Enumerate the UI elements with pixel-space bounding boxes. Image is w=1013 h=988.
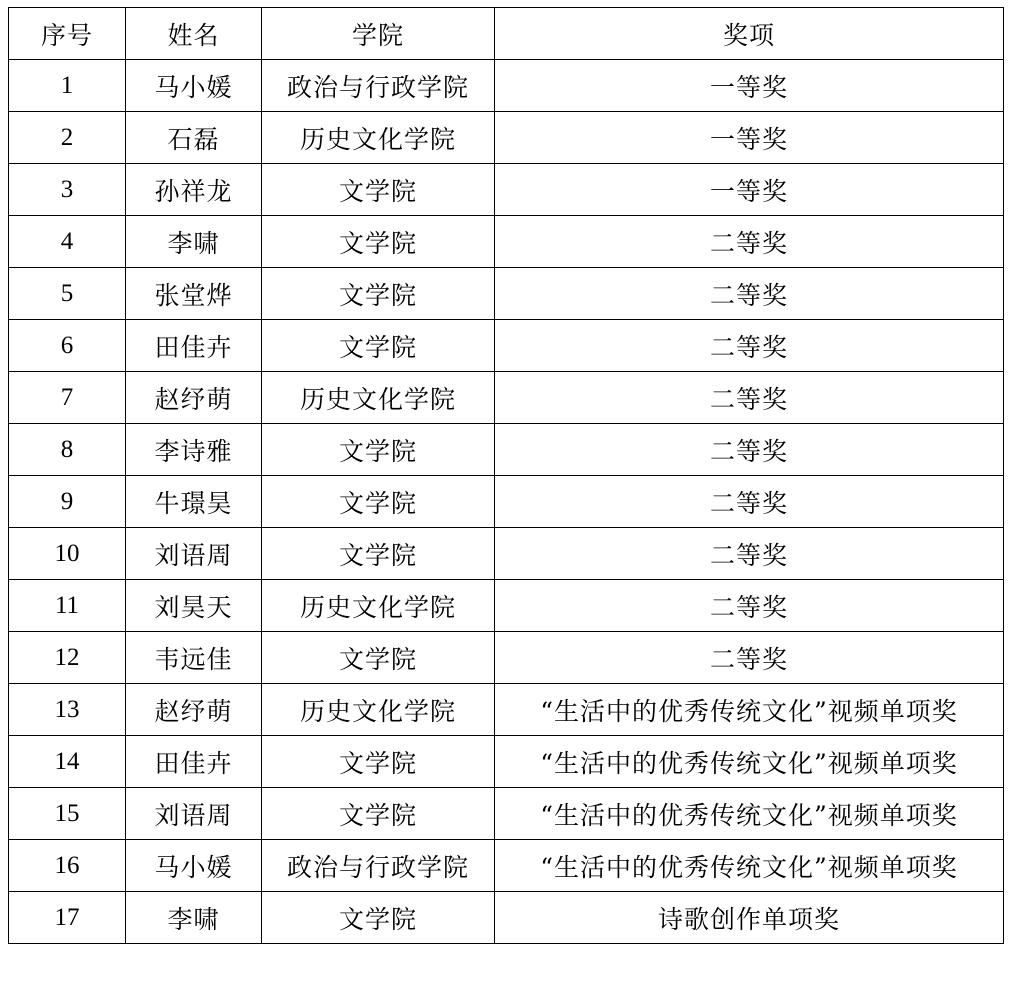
header-college: 学院 <box>262 8 495 60</box>
cell-name: 刘语周 <box>126 528 262 580</box>
cell-college: 历史文化学院 <box>262 112 495 164</box>
cell-college: 历史文化学院 <box>262 372 495 424</box>
cell-name: 李啸 <box>126 892 262 944</box>
cell-serial-number: 8 <box>9 424 126 476</box>
table-row <box>9 840 1004 892</box>
cell-name: 石磊 <box>126 112 262 164</box>
cell-name: 马小媛 <box>126 60 262 112</box>
table-row <box>9 60 1004 112</box>
cell-award: 二等奖 <box>495 632 1004 684</box>
cell-award: 二等奖 <box>495 372 1004 424</box>
cell-college: 文学院 <box>262 632 495 684</box>
cell-name: 田佳卉 <box>126 736 262 788</box>
cell-college: 文学院 <box>262 892 495 944</box>
cell-serial-number: 16 <box>9 840 126 892</box>
cell-college: 文学院 <box>262 164 495 216</box>
header-row <box>9 8 1004 60</box>
cell-serial-number: 9 <box>9 476 126 528</box>
cell-serial-number: 4 <box>9 216 126 268</box>
table-row <box>9 164 1004 216</box>
cell-name: 刘昊天 <box>126 580 262 632</box>
cell-serial-number: 13 <box>9 684 126 736</box>
cell-award: 二等奖 <box>495 320 1004 372</box>
cell-serial-number: 6 <box>9 320 126 372</box>
cell-award: “生活中的优秀传统文化”视频单项奖 <box>495 840 1004 892</box>
cell-serial-number: 11 <box>9 580 126 632</box>
cell-college: 政治与行政学院 <box>262 60 495 112</box>
cell-award: 二等奖 <box>495 580 1004 632</box>
cell-serial-number: 14 <box>9 736 126 788</box>
table-row <box>9 424 1004 476</box>
cell-award: 二等奖 <box>495 476 1004 528</box>
table-row <box>9 788 1004 840</box>
cell-award: 二等奖 <box>495 268 1004 320</box>
cell-award: 二等奖 <box>495 216 1004 268</box>
table-row <box>9 632 1004 684</box>
table-row <box>9 684 1004 736</box>
header-serial-number: 序号 <box>9 8 126 60</box>
cell-name: 韦远佳 <box>126 632 262 684</box>
cell-college: 文学院 <box>262 424 495 476</box>
table-row <box>9 580 1004 632</box>
table-row <box>9 528 1004 580</box>
cell-serial-number: 7 <box>9 372 126 424</box>
cell-name: 张堂烨 <box>126 268 262 320</box>
table-body <box>9 60 1004 944</box>
table-row <box>9 112 1004 164</box>
cell-name: 李啸 <box>126 216 262 268</box>
header-award: 奖项 <box>495 8 1004 60</box>
cell-award: 一等奖 <box>495 60 1004 112</box>
cell-name: 马小媛 <box>126 840 262 892</box>
table-row <box>9 476 1004 528</box>
cell-award: 诗歌创作单项奖 <box>495 892 1004 944</box>
cell-college: 历史文化学院 <box>262 684 495 736</box>
cell-name: 孙祥龙 <box>126 164 262 216</box>
cell-college: 文学院 <box>262 476 495 528</box>
cell-serial-number: 12 <box>9 632 126 684</box>
cell-serial-number: 1 <box>9 60 126 112</box>
table-row <box>9 320 1004 372</box>
table-row <box>9 216 1004 268</box>
cell-award: 二等奖 <box>495 424 1004 476</box>
cell-name: 李诗雅 <box>126 424 262 476</box>
cell-serial-number: 5 <box>9 268 126 320</box>
table-row <box>9 892 1004 944</box>
cell-award: 一等奖 <box>495 164 1004 216</box>
cell-college: 文学院 <box>262 216 495 268</box>
table-row <box>9 372 1004 424</box>
cell-name: 刘语周 <box>126 788 262 840</box>
cell-name: 牛璟昊 <box>126 476 262 528</box>
cell-award: “生活中的优秀传统文化”视频单项奖 <box>495 736 1004 788</box>
cell-college: 文学院 <box>262 268 495 320</box>
cell-serial-number: 10 <box>9 528 126 580</box>
cell-award: 一等奖 <box>495 112 1004 164</box>
cell-serial-number: 2 <box>9 112 126 164</box>
cell-serial-number: 3 <box>9 164 126 216</box>
cell-serial-number: 17 <box>9 892 126 944</box>
table-row <box>9 268 1004 320</box>
table-row <box>9 736 1004 788</box>
cell-college: 文学院 <box>262 736 495 788</box>
header-name: 姓名 <box>126 8 262 60</box>
cell-serial-number: 15 <box>9 788 126 840</box>
cell-award: “生活中的优秀传统文化”视频单项奖 <box>495 684 1004 736</box>
cell-award: 二等奖 <box>495 528 1004 580</box>
cell-name: 赵纾萌 <box>126 372 262 424</box>
cell-name: 赵纾萌 <box>126 684 262 736</box>
cell-name: 田佳卉 <box>126 320 262 372</box>
cell-college: 历史文化学院 <box>262 580 495 632</box>
table-header <box>9 8 1004 60</box>
cell-college: 文学院 <box>262 320 495 372</box>
cell-college: 政治与行政学院 <box>262 840 495 892</box>
cell-college: 文学院 <box>262 528 495 580</box>
awards-table <box>8 7 1004 944</box>
cell-award: “生活中的优秀传统文化”视频单项奖 <box>495 788 1004 840</box>
cell-college: 文学院 <box>262 788 495 840</box>
